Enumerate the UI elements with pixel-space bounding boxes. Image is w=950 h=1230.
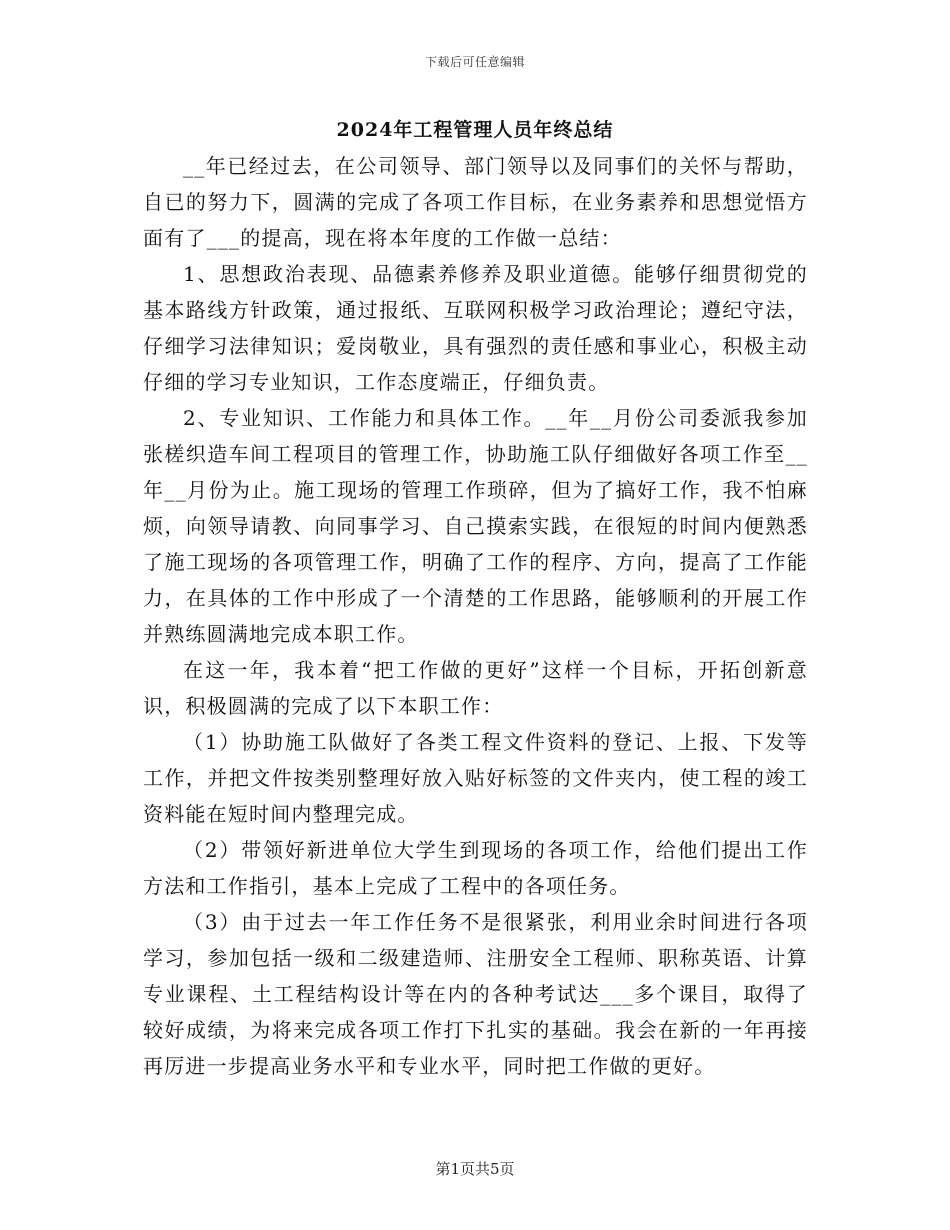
page-number: 第1页共5页 (435, 1160, 515, 1178)
document-title: 2024年工程管理人员年终总结 (336, 119, 614, 141)
paragraph-goal: 在这一年，我本着“把工作做的更好”这样一个目标，开拓创新意识，积极圆满的完成了以下本职工作： (143, 658, 808, 718)
paragraph-section-2: 2、专业知识、工作能力和具体工作。__年__月份公司委派我参加张槎织造车间工程项目的管理工作，协助施工队仔细做好各项工作至__年__月份为止。施工现场的管理工作琐碎，但为了搞好工作，我不怕麻烦，向领导请教、向同事学习、自己摸索实践，在很短的时间内便熟悉了施工现场的各项管理工作，明确了工作的程序、方向，提高了工作能力，在具体的工作中形成了一个清楚的工作思路，能够顺利的开展工作并熟练圆满地完成本职工作。 (143, 406, 808, 646)
paragraph-section-1: 1、思想政治表现、品德素养修养及职业道德。能够仔细贯彻党的基本路线方针政策，通过报纸、互联网积极学习政治理论；遵纪守法，仔细学习法律知识；爱岗敬业，具有强烈的责任感和事业心，积极主动仔细的学习专业知识，工作态度端正，仔细负责。 (143, 262, 808, 394)
document-body (143, 148, 808, 1084)
page-header-note: 下载后可任意编辑 (424, 55, 525, 69)
paragraph-item-2: （2）带领好新进单位大学生到现场的各项工作，给他们提出工作方法和工作指引，基本上完成了工程中的各项任务。 (143, 838, 808, 898)
paragraph-intro: __年已经过去，在公司领导、部门领导以及同事们的关怀与帮助，自已的努力下，圆满的完成了各项工作目标，在业务素养和思想觉悟方面有了___的提高，现在将本年度的工作做一总结： (143, 154, 808, 250)
paragraph-item-3: （3）由于过去一年工作任务不是很紧张，利用业余时间进行各项学习，参加包括一级和二级建造师、注册安全工程师、职称英语、计算专业课程、土工程结构设计等在内的各种考试达___多个课目，取得了较好成绩，为将来完成各项工作打下扎实的基础。我会在新的一年再接再厉进一步提高业务水平和专业水平，同时把工作做的更好。 (143, 910, 808, 1078)
paragraph-item-1: （1）协助施工队做好了各类工程文件资料的登记、上报、下发等工作，并把文件按类别整理好放入贴好标签的文件夹内，使工程的竣工资料能在短时间内整理完成。 (143, 730, 808, 826)
